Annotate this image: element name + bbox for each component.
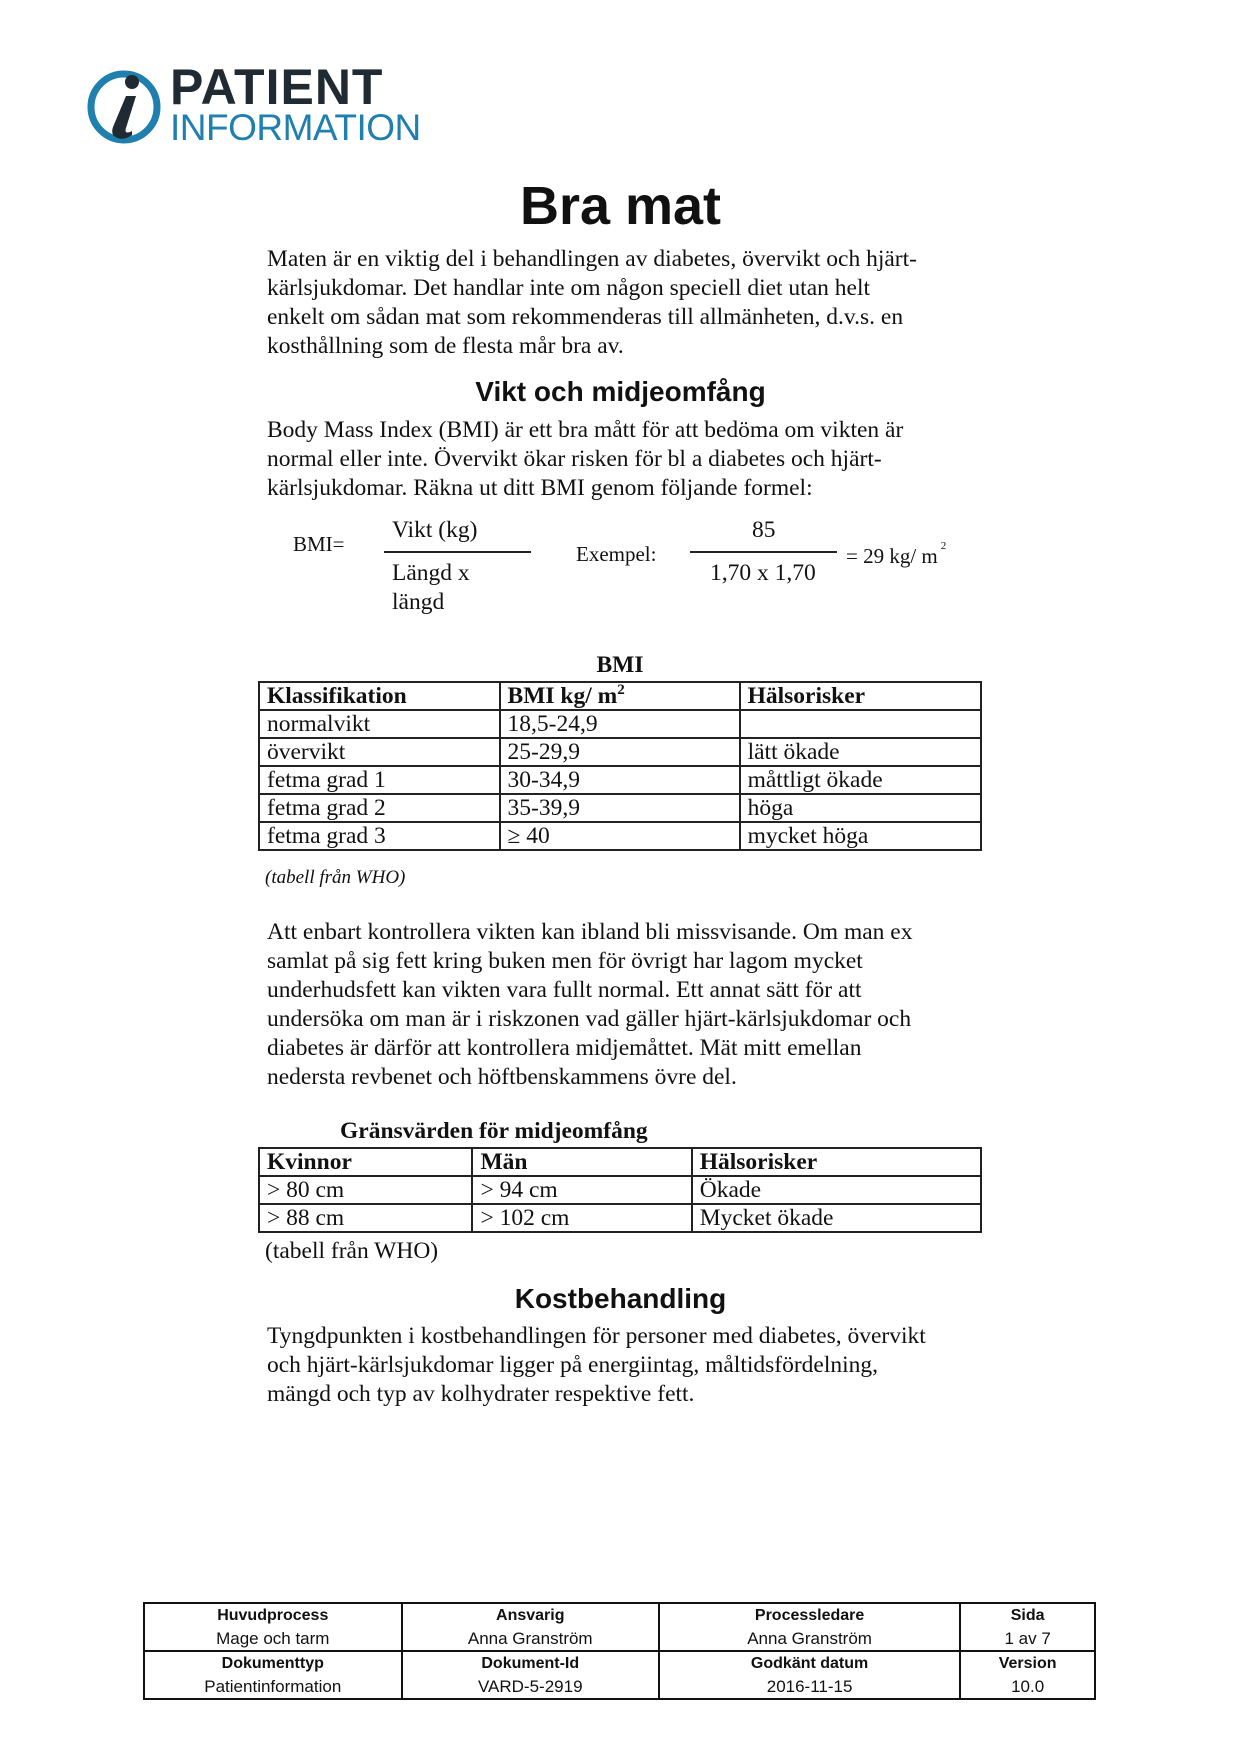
column-header: Hälsorisker [692, 1148, 981, 1176]
table-cell: måttligt ökade [740, 766, 981, 794]
table-cell: fetma grad 1 [259, 766, 500, 794]
bmi-table-title: BMI [596, 652, 644, 678]
footer-label-ansvarig: Ansvarig [402, 1603, 659, 1627]
table-cell: > 102 cm [472, 1204, 691, 1232]
footer-value-row [144, 1627, 1095, 1651]
footer-sida: 1 av 7 [960, 1627, 1095, 1651]
footer-label-row [144, 1651, 1095, 1675]
column-header: Hälsorisker [740, 682, 981, 710]
table-cell: Mycket ökade [692, 1204, 981, 1232]
waist-table-caption: (tabell från WHO) [265, 1238, 439, 1264]
info-i-icon [86, 66, 166, 146]
example-label: Exempel: [576, 542, 657, 566]
footer-huvudprocess: Mage och tarm [144, 1627, 402, 1651]
table-row [259, 766, 981, 794]
footer-label-sida: Sida [960, 1603, 1095, 1627]
document-footer-table [143, 1602, 1096, 1700]
bmi-intro-paragraph [267, 416, 987, 503]
bmi-intro-line: Body Mass Index (BMI) är ett bra mått för att bedöma om vikten är [267, 417, 904, 443]
waist-line: samlat på sig fett kring buken men för övrigt har lagom mycket [267, 948, 863, 974]
table-row [259, 738, 981, 766]
footer-label-dokumenttyp: Dokumenttyp [144, 1651, 402, 1675]
example-numerator: 85 [752, 517, 776, 543]
section-heading-vikt: Vikt och midjeomfång [475, 376, 766, 407]
bmi-table [258, 681, 982, 851]
kostbehandling-line: Tyngdpunkten i kostbehandlingen för personer med diabetes, övervikt [267, 1323, 926, 1349]
bmi-formula-numerator: Vikt (kg) [392, 517, 478, 543]
column-header: Män [472, 1148, 691, 1176]
bmi-table-caption: (tabell från WHO) [265, 867, 406, 888]
column-header [500, 682, 740, 710]
intro-line: kosthållning som de flesta mår bra av. [267, 333, 624, 359]
intro-line: enkelt om sådan mat som rekommenderas till allmänheten, d.v.s. en [267, 304, 904, 330]
waist-line: undersöka om man är i riskzonen vad gäller hjärt-kärlsjukdomar och [267, 1006, 912, 1032]
table-cell: normalvikt [259, 710, 500, 738]
footer-dokumentid: VARD-5-2919 [402, 1675, 659, 1699]
bmi-formula-denominator-line2: längd [392, 589, 445, 615]
column-header-text: BMI kg/ m [507, 683, 618, 709]
table-cell: fetma grad 2 [259, 794, 500, 822]
table-cell: ≥ 40 [500, 822, 740, 850]
table-header-row [259, 682, 981, 710]
table-cell: 18,5-24,9 [500, 710, 740, 738]
page-title: Bra mat [519, 176, 722, 236]
kostbehandling-line: och hjärt-kärlsjukdomar ligger på energiintag, måltidsfördelning, [267, 1352, 879, 1378]
bmi-intro-line: normal eller inte. Övervikt ökar risken för bl a diabetes och hjärt- [267, 446, 882, 472]
table-row [259, 822, 981, 850]
table-cell: 25-29,9 [500, 738, 740, 766]
example-fraction-line [690, 551, 837, 553]
waist-paragraph [267, 918, 987, 1092]
waist-line: Att enbart kontrollera vikten kan ibland bli missvisande. Om man ex [267, 919, 913, 945]
kostbehandling-paragraph [267, 1322, 987, 1409]
waist-table-title: Gränsvärden för midjeomfång [340, 1118, 648, 1144]
footer-label-row [144, 1603, 1095, 1627]
waist-line: diabetes är därför att kontrollera midjemåttet. Mät mitt emellan [267, 1035, 862, 1061]
example-result-exponent: 2 [940, 540, 947, 552]
section-heading-kostbehandling: Kostbehandling [514, 1283, 727, 1314]
footer-version: 10.0 [960, 1675, 1095, 1699]
footer-value-row [144, 1675, 1095, 1699]
waist-line: underhudsfett kan vikten vara fullt normal. Ett annat sätt för att [267, 977, 862, 1003]
example-denominator: 1,70 x 1,70 [710, 560, 816, 586]
footer-label-dokumentid: Dokument-Id [402, 1651, 659, 1675]
footer-dokumenttyp: Patientinformation [144, 1675, 402, 1699]
bmi-intro-line: kärlsjukdomar. Räkna ut ditt BMI genom följande formel: [267, 475, 813, 501]
footer-label-processledare: Processledare [659, 1603, 960, 1627]
table-row [259, 710, 981, 738]
column-header-exponent: 2 [617, 682, 625, 699]
footer-godkant: 2016-11-15 [659, 1675, 960, 1699]
kostbehandling-line: mängd och typ av kolhydrater respektive fett. [267, 1381, 695, 1407]
table-cell: lätt ökade [740, 738, 981, 766]
table-cell [740, 710, 981, 738]
table-header-row [259, 1148, 981, 1176]
footer-ansvarig: Anna Granström [402, 1627, 659, 1651]
logo-subtitle: INFORMATION [170, 107, 421, 148]
example-result-text: = 29 kg/ m [846, 544, 938, 568]
intro-paragraph [267, 245, 987, 361]
table-cell: övervikt [259, 738, 500, 766]
waist-line: nedersta revbenet och höftbenskammens övre del. [267, 1064, 737, 1090]
bmi-formula-fraction-line [384, 551, 531, 553]
bmi-formula-label: BMI= [293, 532, 345, 556]
logo-title: PATIENT [170, 59, 384, 115]
waist-table [258, 1147, 982, 1233]
footer-label-godkant: Godkänt datum [659, 1651, 960, 1675]
table-row [259, 1176, 981, 1204]
table-cell: > 80 cm [259, 1176, 472, 1204]
table-cell: fetma grad 3 [259, 822, 500, 850]
footer-label-huvudprocess: Huvudprocess [144, 1603, 402, 1627]
table-cell: > 88 cm [259, 1204, 472, 1232]
example-result [846, 540, 947, 569]
table-cell: höga [740, 794, 981, 822]
intro-line: Maten är en viktig del i behandlingen av diabetes, övervikt och hjärt- [267, 246, 917, 272]
table-cell: 35-39,9 [500, 794, 740, 822]
table-cell: Ökade [692, 1176, 981, 1204]
footer-label-version: Version [960, 1651, 1095, 1675]
table-row [259, 794, 981, 822]
table-cell: > 94 cm [472, 1176, 691, 1204]
table-cell: 30-34,9 [500, 766, 740, 794]
column-header: Klassifikation [259, 682, 500, 710]
table-cell: mycket höga [740, 822, 981, 850]
intro-line: kärlsjukdomar. Det handlar inte om någon speciell diet utan helt [267, 275, 871, 301]
column-header: Kvinnor [259, 1148, 472, 1176]
table-row [259, 1204, 981, 1232]
bmi-formula-denominator-line1: Längd x [392, 560, 470, 586]
patient-information-logo [86, 59, 421, 150]
footer-processledare: Anna Granström [659, 1627, 960, 1651]
